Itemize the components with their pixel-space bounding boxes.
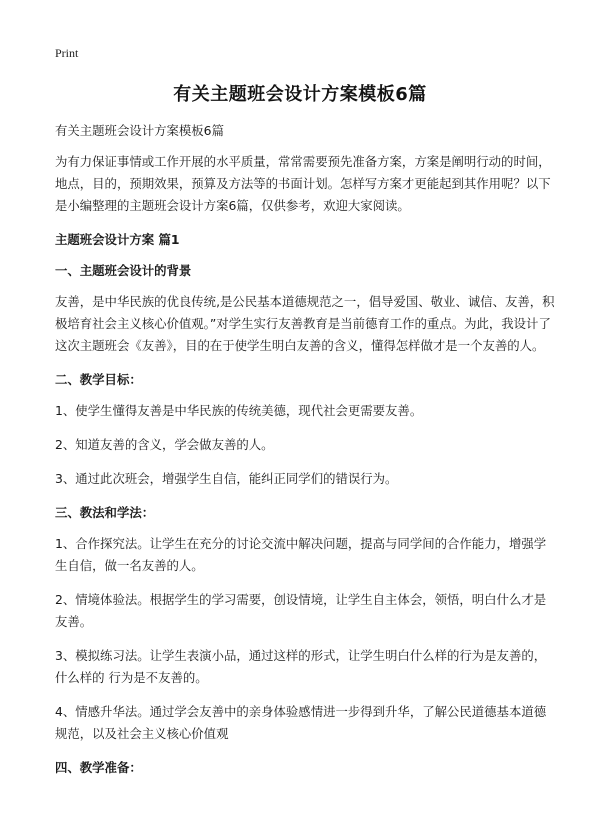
- document-subtitle: 有关主题班会设计方案模板6篇: [55, 123, 224, 138]
- section-heading-background: 一、主题班会设计的背景: [55, 263, 192, 278]
- method-item: 4、情感升华法。通过学会友善中的亲身体验感情进一步得到升华，了解公民道德基本道德规范，以及社会主义核心价值观: [55, 704, 547, 741]
- document-body: [55, 120, 555, 788]
- intro-paragraph: 为有力保证事情或工作开展的水平质量，常常需要预先准备方案，方案是阐明行动的时间，地点，目的，预期效果，预算及方法等的书面计划。怎样写方案才更能起到其作用呢？以下是小编整理的主题班会设计方案6篇，仅供参考，欢迎大家阅读。: [55, 154, 551, 213]
- method-item: 3、模拟练习法。让学生表演小品，通过这样的形式，让学生明白什么样的行为是友善的，什么样的 行为是不友善的。: [55, 648, 547, 685]
- method-item: 2、情境体验法。根据学生的学习需要，创设情境，让学生自主体会，领悟，明白什么才是友善。: [55, 592, 547, 629]
- page-title: 有关主题班会设计方案模板6篇: [173, 84, 427, 105]
- section-heading-goals: 二、教学目标：: [55, 372, 142, 387]
- piece-heading: 主题班会设计方案 篇1: [55, 232, 180, 247]
- background-paragraph: 友善，是中华民族的优良传统,是公民基本道德规范之一，倡导爱国、敬业、诚信、友善，积极培育社会主义核心价值观。”对学生实行友善教育是当前德育工作的重点。为此，我设计了这次主题班会《友善》，目的在于使学生明白友善的含义，懂得怎样做才是一个友善的人。: [55, 294, 555, 353]
- section-heading-preparation: 四、教学准备：: [55, 760, 142, 775]
- method-item: 1、合作探究法。让学生在充分的讨论交流中解决问题，提高与同学间的合作能力，增强学生自信，做一名友善的人。: [55, 536, 547, 573]
- goal-item: 3、通过此次班会，增强学生自信，能纠正同学们的错误行为。: [55, 471, 398, 486]
- goal-item: 1、使学生懂得友善是中华民族的传统美德，现代社会更需要友善。: [55, 403, 423, 418]
- goal-item: 2、知道友善的含义，学会做友善的人。: [55, 437, 274, 452]
- section-heading-methods: 三、教法和学法：: [55, 505, 155, 520]
- print-link[interactable]: Print: [55, 46, 79, 60]
